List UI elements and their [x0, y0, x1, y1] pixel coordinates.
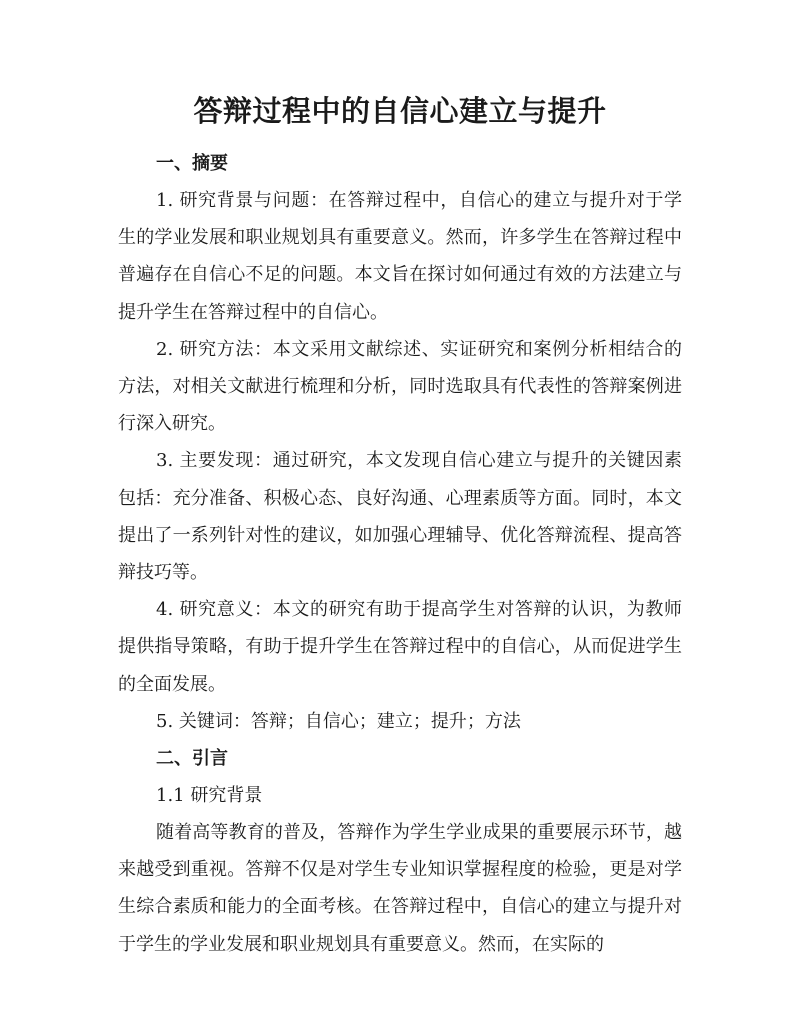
- abstract-item-findings: 3. 主要发现：通过研究，本文发现自信心建立与提升的关键因素包括：充分准备、积极心态、良好沟通、心理素质等方面。同时，本文提出了一系列针对性的建议，如加强心理辅导、优化答辩流程、提高答辩技巧等。: [118, 450, 682, 584]
- document-title: 答辩过程中的自信心建立与提升: [193, 94, 607, 128]
- subsection-heading-background: 1.1 研究背景: [156, 785, 263, 807]
- abstract-item-background: 1. 研究背景与问题：在答辩过程中，自信心的建立与提升对于学生的学业发展和职业规划具有重要意义。然而，许多学生在答辩过程中普遍存在自信心不足的问题。本文旨在探讨如何通过有效的方法建立与提升学生在答辩过程中的自信心。: [118, 190, 682, 323]
- abstract-item-significance: 4. 研究意义：本文的研究有助于提高学生对答辩的认识，为教师提供指导策略，有助于提升学生在答辩过程中的自信心，从而促进学生的全面发展。: [118, 599, 682, 695]
- section-heading-introduction: 二、引言: [156, 748, 228, 770]
- abstract-item-keywords: 5. 关键词：答辩；自信心；建立；提升；方法: [156, 710, 521, 732]
- abstract-item-method: 2. 研究方法：本文采用文献综述、实证研究和案例分析相结合的方法，对相关文献进行梳理和分析，同时选取具有代表性的答辩案例进行深入研究。: [118, 338, 682, 435]
- introduction-paragraph: 随着高等教育的普及，答辩作为学生学业成果的重要展示环节，越来越受到重视。答辩不仅是对学生专业知识掌握程度的检验，更是对学生综合素质和能力的全面考核。在答辩过程中，自信心的建立与提升对于学生的学业发展和职业规划具有重要意义。然而，在实际的: [118, 822, 682, 955]
- section-heading-abstract: 一、摘要: [156, 153, 228, 174]
